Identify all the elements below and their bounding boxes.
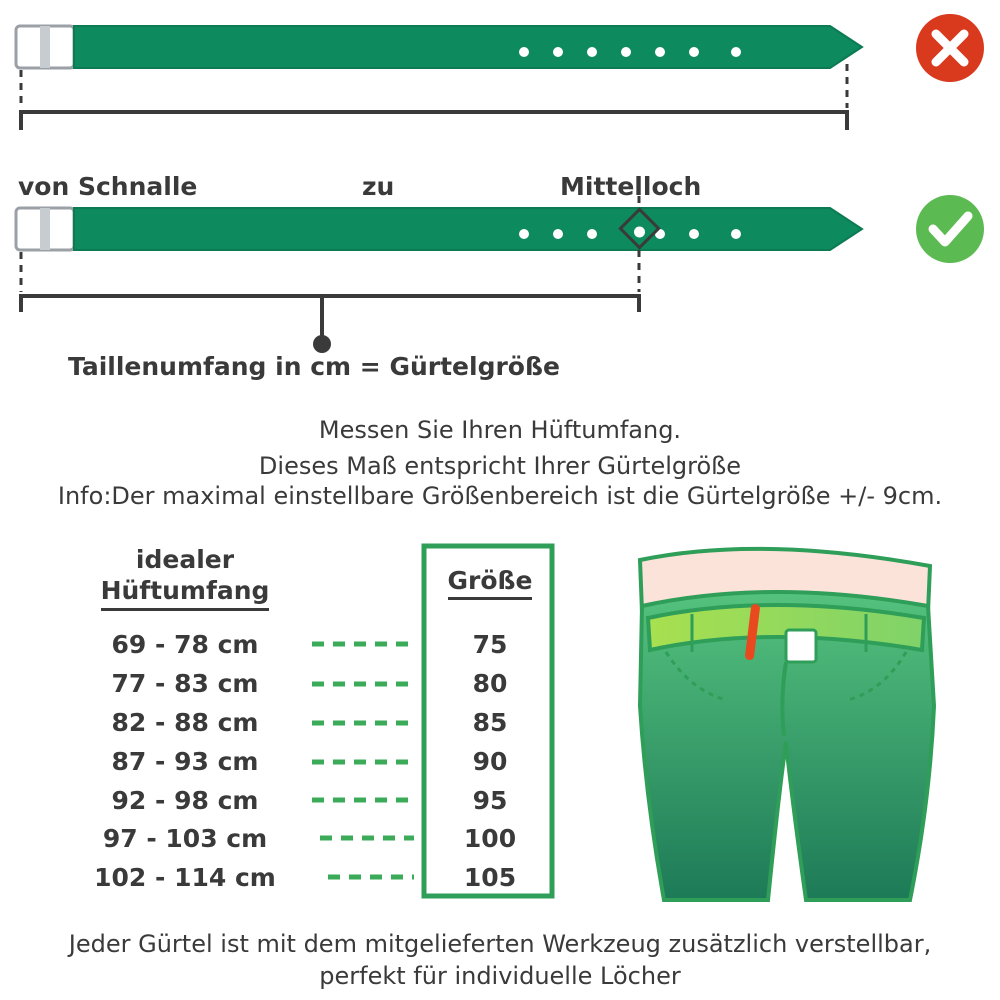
table-row-size: 100 [463, 824, 517, 853]
instruction-line-3: Info:Der maximal einstellbare Größenbereich ist die Gürtelgröße +/- 9cm. [57, 482, 943, 510]
table-header-hip-line1: idealer [135, 545, 235, 574]
table-header-hip [60, 544, 310, 611]
table-header-size: Größe [430, 566, 550, 600]
table-row: 69 - 78 cm [111, 630, 259, 659]
footer-line-1: Jeder Gürtel ist mit dem mitgelieferten Werkzeug zusätzlich verstellbar, [68, 930, 932, 958]
table-connectors [312, 644, 414, 877]
label-middle-hole: Mittelloch [560, 172, 702, 201]
table-row-size: 105 [463, 863, 517, 892]
table-row-size: 90 [472, 747, 508, 776]
belt-illustration-wrong [16, 26, 862, 130]
label-waist-size: Taillenumfang in cm = Gürtelgröße [68, 352, 560, 381]
footer-line-2: perfekt für individuelle Löcher [319, 962, 681, 990]
table-row-size: 85 [472, 708, 508, 737]
table-row: 77 - 83 cm [111, 669, 259, 698]
check-icon [916, 195, 984, 263]
table-row-size: 95 [472, 786, 508, 815]
jeans-illustration [640, 549, 934, 900]
belt-illustration-correct [16, 196, 862, 353]
label-from-buckle: von Schnalle [18, 172, 198, 201]
cross-icon [916, 14, 984, 82]
table-row: 82 - 88 cm [111, 708, 259, 737]
table-header-hip-line2: Hüftumfang [101, 575, 270, 611]
label-to: zu [362, 172, 395, 201]
table-row-size: 80 [472, 669, 508, 698]
table-row-size: 75 [472, 630, 508, 659]
table-row: 87 - 93 cm [111, 747, 259, 776]
table-row: 97 - 103 cm [102, 824, 268, 853]
instruction-line-2: Dieses Maß entspricht Ihrer Gürtelgröße [258, 452, 742, 480]
table-row: 102 - 114 cm [94, 863, 276, 892]
table-row: 92 - 98 cm [111, 786, 259, 815]
instruction-line-1: Messen Sie Ihren Hüftumfang. [318, 416, 682, 444]
